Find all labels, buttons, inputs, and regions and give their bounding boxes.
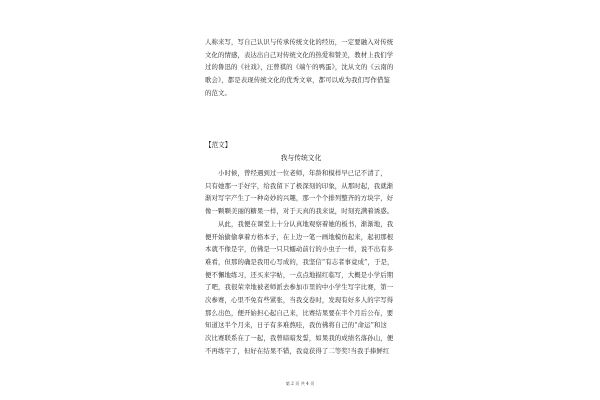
intro-line: 人称来写，写自己认识与传承传统文化的经历，一定要融入对传统 <box>205 38 394 46</box>
intro-paragraph <box>205 36 397 100</box>
intro-line: 文化的情感，表达出自己对传统文化的热爱和赞美，教材上我们学 <box>205 50 394 59</box>
essay-line: 只有她那一手好字，给我留下了极深刻的印象，从那时起，我就渐 <box>205 181 394 190</box>
intro-line: 过的鲁迅的《社戏》，汪曾祺的《端午的鸭蛋》，沈从文的《云南的 <box>205 63 394 72</box>
essay-line: 像一颗颗美丽的糖果一样，对于天真的我来说，时刻充满着诱惑。 <box>205 207 394 216</box>
intro-line: 的范文。 <box>205 88 231 97</box>
essay-line: 本就不像是字，仿佛是一只只蠕动前行的小虫子一样，说不出有多 <box>205 245 394 254</box>
intro-line: 歌会》，都是表现传统文化的优秀文章，都可以成为我们写作借鉴 <box>205 76 391 85</box>
essay-line: 次参赛，心里不免有些紧张，当我交卷时，发现有好多人的字写得 <box>205 296 394 305</box>
essay-line: 从此，我便在课堂上十分认真地观察着她的板书，渐渐地，我 <box>218 219 394 228</box>
essay-line: 便不懈地练习，还买来字帖，一点点地描红临写，大概是小学后期 <box>205 270 394 279</box>
essay-line: 知道这半个月来，日子有多难熬哇，我仿佛将自己的“命运”和这 <box>205 321 387 330</box>
essay-line: 渐对写字产生了一种奇妙的兴趣，那一个个排列整齐的方块字，好 <box>205 194 394 203</box>
essay-line: 了吧，我很荣幸地被老师派去参加市里的中小学生写字比赛，第一 <box>205 283 394 292</box>
essay-line: 便开始偷偷拿着方格本子，在上边一笔一画地模仿起来，起初那根 <box>205 232 394 241</box>
essay-line: 那么出色，便开始担心起自己来，比赛结果要在半个月后公布，要 <box>205 308 394 317</box>
essay-body <box>205 167 397 358</box>
essay-line: 难看，但那的确是我用心写成的，我坚信“有志者事竟成”，于是， <box>205 257 394 266</box>
essay-line: 小时候，曾经遇到过一位老师，年龄和模样早已记不清了， <box>218 169 387 177</box>
example-label: 【范文】 <box>205 141 232 149</box>
essay-title: 我与传统文化 <box>280 154 322 162</box>
page-number-footer: 第 2 页 共 4 页 <box>285 381 315 386</box>
essay-line: 不再练字了，但好在结果不错，我竟获得了二等奖!当我手捧鲜红 <box>205 346 390 355</box>
essay-line: 次比赛联系在了一起，我曾暗暗发誓，如果我的成绩名落孙山，便 <box>205 334 394 343</box>
